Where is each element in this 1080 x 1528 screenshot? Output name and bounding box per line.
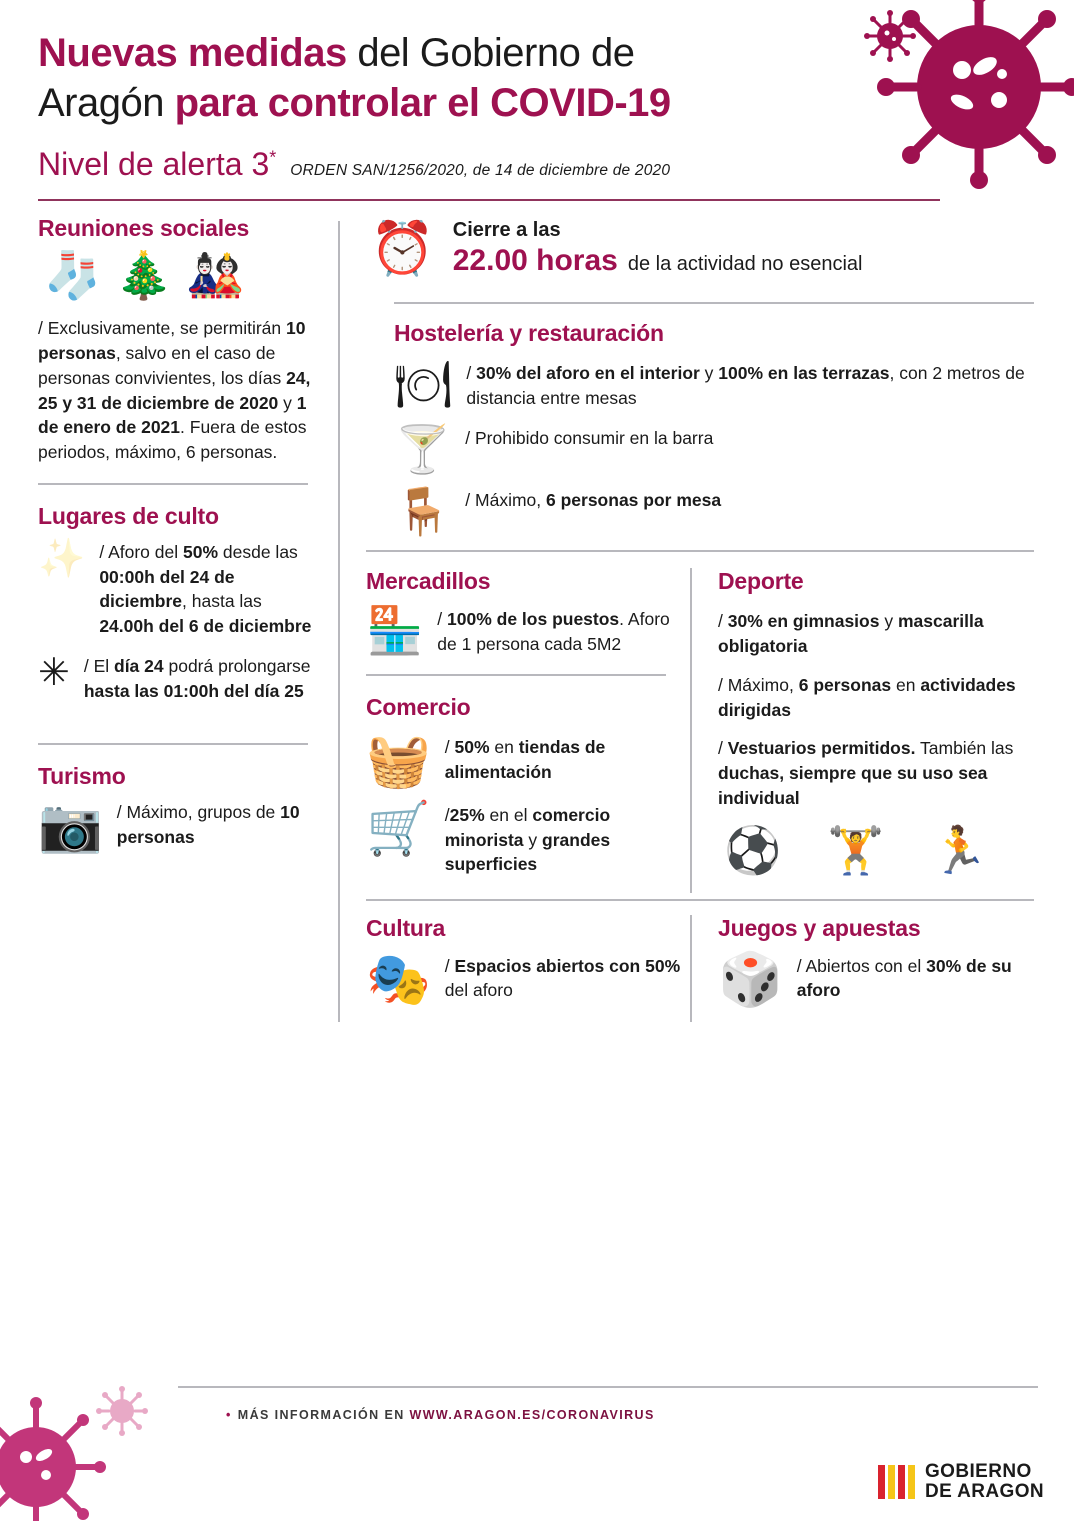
deporte-text-1: / 30% en gimnasios y mascarilla obligatoria [718,611,984,656]
christmas-tree-icon: 🎄 [115,249,173,301]
header-divider [38,199,940,201]
closing-hours: 22.00 horas [452,244,618,277]
coronavirus-footer-small-graphic [96,1385,148,1442]
bottom-sub-grid [366,915,1042,1022]
weightlifting-icon: 🏋 [827,823,885,876]
juegos-text: / Abiertos con el 30% de su aforo [796,955,1012,1000]
footer-info-pre: MÁS INFORMACIÓN EN [237,1408,410,1422]
divider-right-1 [394,302,1034,304]
hosteleria-item-1 [394,358,1042,410]
left-column [38,215,338,1022]
section-comercio [366,694,690,877]
alert-level [38,146,276,183]
light-ray-icon: ✨ [38,538,86,581]
hosteleria-item-3 [394,485,1042,537]
gobierno-line1: GOBIERNO [924,1461,1032,1483]
section-juegos [692,915,1042,1022]
shopping-cart-icon: 🛒 [366,800,431,858]
closing-tail: de la actividad no esencial [627,253,863,275]
star-sparkle-icon: ✳ [38,652,70,695]
comercio-text-2: /25% en el comercio minorista y grandes superficies [444,805,611,874]
order-reference: ORDEN SAN/1256/2020, de 14 de diciembre de 2020 [290,162,671,179]
hosteleria-text-2: / Prohibido consumir en la barra [465,428,714,448]
sub-col-right [692,568,1042,893]
page-footer [0,1378,1080,1528]
section-lugares-de-culto [38,503,316,703]
deporte-text-2: / Máximo, 6 personas en actividades dirigidas [718,674,1016,720]
page-title [38,28,838,128]
section-mercadillos [366,568,690,656]
juegos-item [718,950,1042,1009]
cultura-text: / Espacios abiertos con 50% del aforo [444,955,681,1000]
hosteleria-text-3: / Máximo, 6 personas por mesa [465,490,722,510]
mercadillos-item [366,604,690,656]
aragon-flag-icon [878,1465,915,1499]
social-text: / Exclusivamente, se permitirán 10 personas, salvo en el caso de personas convivientes, los días 24, 25 y 31 de diciembre de 2020 y 1 de enero de 2021. Fuera de estos periodos, máximo, 6 personas. [38,318,311,463]
closing-line1: Cierre a las [452,219,561,241]
runner-icon: 🏃 [930,823,988,876]
social-icons [44,249,316,301]
title-part3: Aragón [38,81,175,125]
gobierno-de-aragon-logo [878,1462,1044,1502]
section-hosteleria [366,320,1042,537]
gobierno-line2: DE ARAGON [924,1481,1044,1503]
section-title-comercio: Comercio [366,694,471,720]
alert-level-asterisk: * [269,147,277,168]
section-title-mercadillos: Mercadillos [366,568,491,594]
mercadillos-text: / 100% de los puestos. Aforo de 1 persona cada 5M2 [437,609,670,654]
comercio-item-2 [366,800,690,877]
worship-text-2: / El día 24 podrá prolongarse hasta las 01:00h del día 25 [83,656,311,701]
title-part1: Nuevas medidas [38,31,347,75]
footer-info [226,1408,655,1422]
divider-mercadillos [366,674,666,676]
food-tray-icon: 🍽 [394,358,453,410]
page-header [0,0,1080,183]
gobierno-text [925,1462,1044,1502]
section-title-tourism: Turismo [38,763,126,790]
section-turismo [38,763,316,856]
worship-item-1 [38,540,316,638]
section-title-cultura: Cultura [366,914,446,941]
worship-item-2 [38,654,316,703]
sub-col-left [366,568,690,893]
footer-bullet: • [226,1408,232,1422]
dice-icon: 🎲 [718,950,783,1009]
mid-sub-grid [366,568,1042,893]
section-title-deporte: Deporte [718,568,804,594]
section-deporte [718,568,1042,876]
market-stall-icon: 🏪 [366,604,424,656]
cocktail-icon: 🍸 [394,423,452,475]
camera-icon: 📷 [38,797,103,856]
title-part2: del Gobierno de [346,31,635,75]
tourism-item [38,797,316,856]
deporte-text-3: / Vestuarios permitidos. También las duchas, siempre que su uso sea individual [718,738,1014,809]
section-cultura [366,915,690,1022]
cultura-item [366,950,690,1009]
section-title-social: Reuniones sociales [38,215,250,241]
hosteleria-item-2 [394,423,1042,475]
alarm-clock-icon: ⏰ [370,219,435,278]
right-column [340,215,1042,1022]
section-reuniones-sociales [38,215,316,465]
christmas-stocking-icon: 🧦 [44,249,102,301]
footer-url[interactable]: WWW.ARAGON.ES/CORONAVIRUS [409,1408,655,1422]
theater-masks-icon: 🎭 [366,950,431,1009]
table-chairs-icon: 🪑 [394,485,452,537]
title-part4: para controlar el COVID-19 [174,81,671,125]
divider-right-3 [366,899,1034,901]
section-title-hosteleria: Hostelería y restauración [394,320,664,346]
divider-left-2 [38,743,308,745]
hosteleria-text-1: / 30% del aforo en el interior y 100% en las terrazas, con 2 metros de distancia entre mesas [466,363,1025,408]
soccer-ball-icon: ⚽ [724,823,782,876]
comercio-item-1 [366,732,690,790]
shopping-basket-icon: 🧺 [366,732,431,790]
divider-right-2 [366,550,1034,552]
content-area [0,201,1080,1022]
comercio-text-1: / 50% en tiendas de alimentación [444,737,606,782]
christmas-bauble-icon: 🎎 [186,249,244,301]
divider-left-1 [38,483,308,485]
worship-text-1: / Aforo del 50% desde las 00:00h del 24 de diciembre, hasta las 24.00h del 6 de diciembre [99,542,312,636]
alert-level-text: Nivel de alerta 3 [38,146,270,182]
section-title-worship: Lugares de culto [38,503,219,530]
deporte-icons [724,823,1042,876]
section-title-juegos: Juegos y apuestas [718,914,921,941]
footer-divider [178,1386,1038,1388]
tourism-text: / Máximo, grupos de 10 personas [116,802,300,847]
